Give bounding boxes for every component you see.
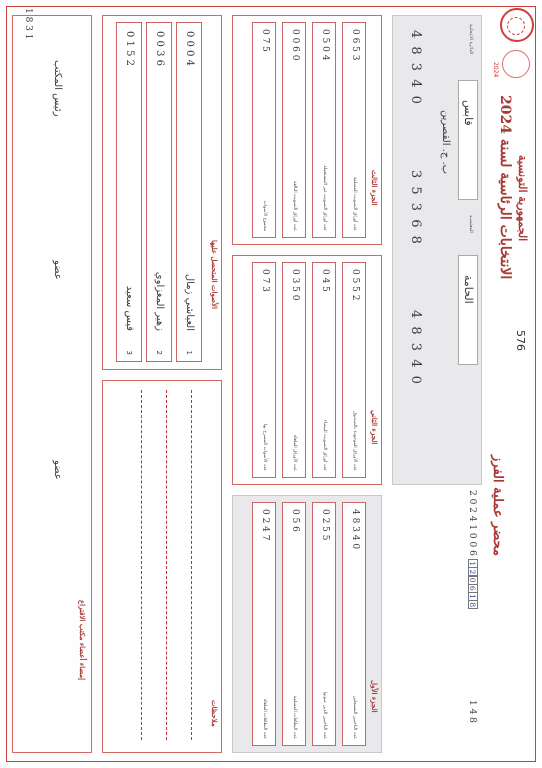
- row-label: مجموع الأصوات: [262, 200, 267, 231]
- signature-name: رئيس المكتب: [52, 60, 63, 117]
- section-b-row: [312, 262, 336, 478]
- code-box: 6: [468, 584, 478, 593]
- constituency-value: قابس: [462, 100, 475, 126]
- section-b-row: [282, 262, 306, 478]
- candidate-row: [116, 22, 142, 362]
- row-label: عدد أوراق التصويت المسلمة: [352, 176, 357, 231]
- row-label: عدد الناخبين المسجلين: [352, 695, 357, 739]
- constituency-label: الدائرة الانتخابية: [468, 24, 473, 55]
- row-value: 0 2 4 7: [260, 509, 270, 541]
- row-label: عدد أوراق التصويت التالفة: [292, 181, 297, 231]
- candidate-num: 1: [185, 350, 193, 355]
- row-label: عدد البطاقات المسلمة: [292, 695, 297, 739]
- constituency-field: [458, 80, 478, 200]
- candidate-votes: 0 1 5 2: [124, 31, 135, 66]
- big-number-2: 3 5 3 6 8: [408, 170, 423, 246]
- section-b-row: [252, 262, 276, 478]
- election-title: الانتخابات الرئاسية لسنة 2024: [497, 95, 513, 280]
- code-box: 8: [468, 600, 478, 609]
- candidate-table-title: الأصوات المتحصل عليها: [210, 240, 219, 309]
- top-right-code: 1 4 8: [467, 700, 477, 723]
- row-label: عدد الأوراق الموجودة بالصندوق: [352, 411, 357, 471]
- top-left-code: 1 8 3 1: [23, 8, 33, 40]
- candidate-num: 2: [155, 350, 163, 355]
- row-value: 0 5 5 2: [350, 269, 360, 301]
- notes-label: ملاحظات: [210, 700, 219, 727]
- code-box: 0: [468, 576, 478, 585]
- republic-title: الجمهورية التونسية: [516, 155, 529, 242]
- row-value: 0 2 5 5: [320, 509, 330, 541]
- section-c-row: [312, 22, 336, 238]
- candidate-row: [146, 22, 172, 362]
- section-a-title: الجزء الأول: [370, 680, 379, 713]
- section-c-row: [342, 22, 366, 238]
- signature-name: عضو: [52, 260, 63, 280]
- small-code-boxes: [468, 560, 478, 609]
- row-label: عدد البطاقات الملغاة: [262, 698, 267, 739]
- row-value: 0 6 5 3: [350, 29, 360, 61]
- year-badge: 2024: [492, 62, 499, 78]
- row-label: عدد أوراق التصويت البيضاء: [322, 419, 327, 471]
- doc-number: 576: [514, 330, 527, 351]
- section-a-row: [312, 502, 336, 746]
- delegation-field: [458, 255, 478, 365]
- row-value: 0 5 6: [290, 509, 300, 532]
- row-value: 0 7 5: [260, 29, 270, 52]
- section-b-row: [342, 262, 366, 478]
- row-value: 4 8 3 4 0: [350, 509, 360, 550]
- isie-logo-icon: [500, 8, 534, 42]
- note-line: [191, 390, 192, 740]
- row-label: عدد أوراق التصويت غير المستعملة: [322, 165, 327, 231]
- delegation-value: الحامة: [462, 275, 475, 304]
- row-value: 0 3 5 0: [290, 269, 300, 301]
- center-value: ب. ج. القصرين: [440, 110, 451, 175]
- code-box: 1: [468, 559, 478, 568]
- row-value: 0 7 3: [260, 269, 270, 292]
- section-c-row: [252, 22, 276, 238]
- big-number-3: 4 8 3 4 0: [408, 310, 423, 386]
- section-c-title: الجزء الثالث: [370, 170, 379, 206]
- delegation-label: المعتمدية: [468, 215, 473, 233]
- code-box: 2: [468, 567, 478, 576]
- pv-title: محضر عملية الفرز: [490, 455, 505, 556]
- candidate-votes: 0 0 0 4: [184, 31, 195, 66]
- signature-label: إمضاء أعضاء مكتب الاقتراع: [78, 600, 87, 681]
- note-line: [166, 390, 167, 740]
- row-label: عدد الأوراق الملغاة: [292, 434, 297, 471]
- big-number-1: 4 8 3 4 0: [408, 30, 423, 106]
- candidate-name: قيس سعيد: [124, 285, 135, 331]
- row-label: عدد الناخبين الذين صوتوا: [322, 691, 327, 739]
- candidate-votes: 0 0 3 6: [154, 31, 165, 66]
- code-box: 1: [468, 592, 478, 601]
- signature-name: عضو: [52, 460, 63, 480]
- section-c-row: [282, 22, 306, 238]
- row-label: عدد الأصوات المصرح بها: [262, 424, 267, 471]
- section-a-row: [252, 502, 276, 746]
- notes-box: [102, 380, 222, 753]
- office-code: 2 0 2 4 1 0 0 6: [467, 490, 477, 556]
- official-stamp-icon: [502, 50, 530, 78]
- row-value: 0 4 5: [320, 269, 330, 292]
- section-b-title: الجزء الثاني: [370, 410, 379, 445]
- candidate-num: 3: [125, 350, 133, 355]
- section-a-row: [282, 502, 306, 746]
- section-a-row: [342, 502, 366, 746]
- row-value: 0 5 0 4: [320, 29, 330, 61]
- candidate-row: [176, 22, 202, 362]
- candidate-name: العياشي زمال: [184, 273, 195, 331]
- candidate-name: زهير المغزاوي: [154, 271, 165, 331]
- note-line: [141, 390, 142, 740]
- row-value: 0 0 6 0: [290, 29, 300, 61]
